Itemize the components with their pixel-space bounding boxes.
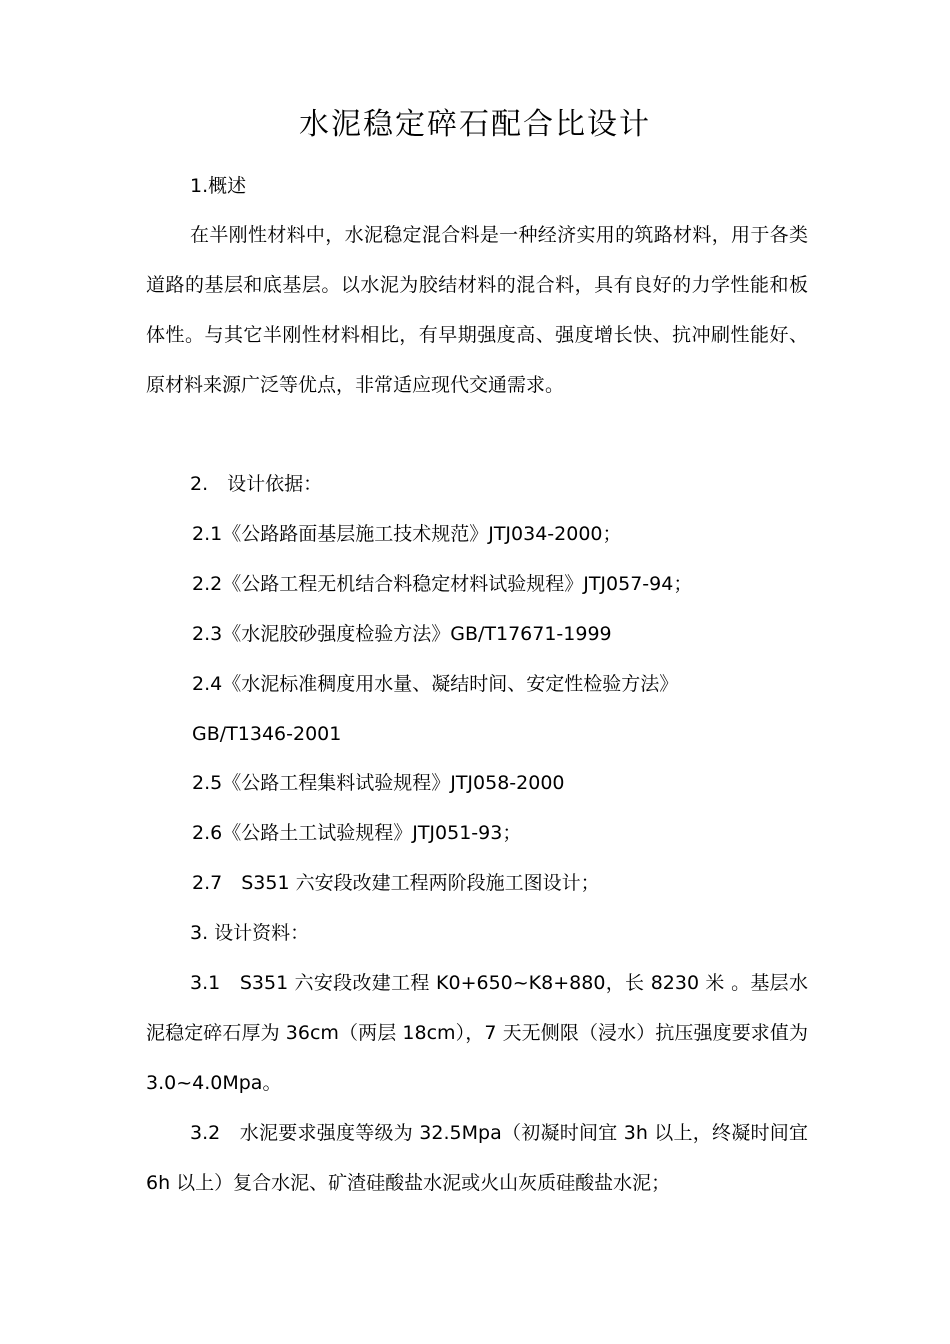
section-2-heading: 2. 设计依据： [190, 473, 323, 495]
reference-item: 2.6《公路土工试验规程》JTJ051-93； [192, 822, 522, 844]
reference-item: 2.2《公路工程无机结合料稳定材料试验规程》JTJ057-94； [192, 573, 693, 595]
document-title: 水泥稳定碎石配合比设计 [299, 107, 651, 142]
reference-item: 2.1《公路路面基层施工技术规范》JTJ034-2000； [192, 523, 622, 545]
reference-item: 2.7 S351 六安段改建工程两阶段施工图设计； [192, 872, 600, 894]
section-3-1-paragraph: 3.1 S351 六安段改建工程 K0+650~K8+880，长 8230 米 。基层水泥稳定碎石厚为 36cm（两层 18cm），7 天无侧限（浸水）抗压强度要求值为 3.0~4.0Mpa。 [146, 972, 808, 1094]
section-3-2-paragraph: 3.2 水泥要求强度等级为 32.5Mpa（初凝时间宜 3h 以上，终凝时间宜 6h 以上）复合水泥、矿渣硅酸盐水泥或火山灰质硅酸盐水泥； [146, 1122, 808, 1194]
reference-item: 2.5《公路工程集料试验规程》JTJ058-2000 [192, 772, 565, 794]
reference-item: 2.4《水泥标准稠度用水量、凝结时间、安定性检验方法》 [192, 673, 679, 695]
section-1-heading: 1.概述 [190, 175, 247, 197]
section-1-paragraph: 在半刚性材料中，水泥稳定混合料是一种经济实用的筑路材料，用于各类道路的基层和底基层。以水泥为胶结材料的混合料，具有良好的力学性能和板体性。与其它半刚性材料相比，有早期强度高、强度增长快、抗冲刷性能好、原材料来源广泛等优点，非常适应现代交通需求。 [146, 224, 808, 396]
reference-item-continuation: GB/T1346-2001 [192, 723, 342, 745]
reference-item: 2.3《水泥胶砂强度检验方法》GB/T17671-1999 [192, 623, 612, 645]
section-3-heading: 3. 设计资料： [190, 922, 310, 944]
